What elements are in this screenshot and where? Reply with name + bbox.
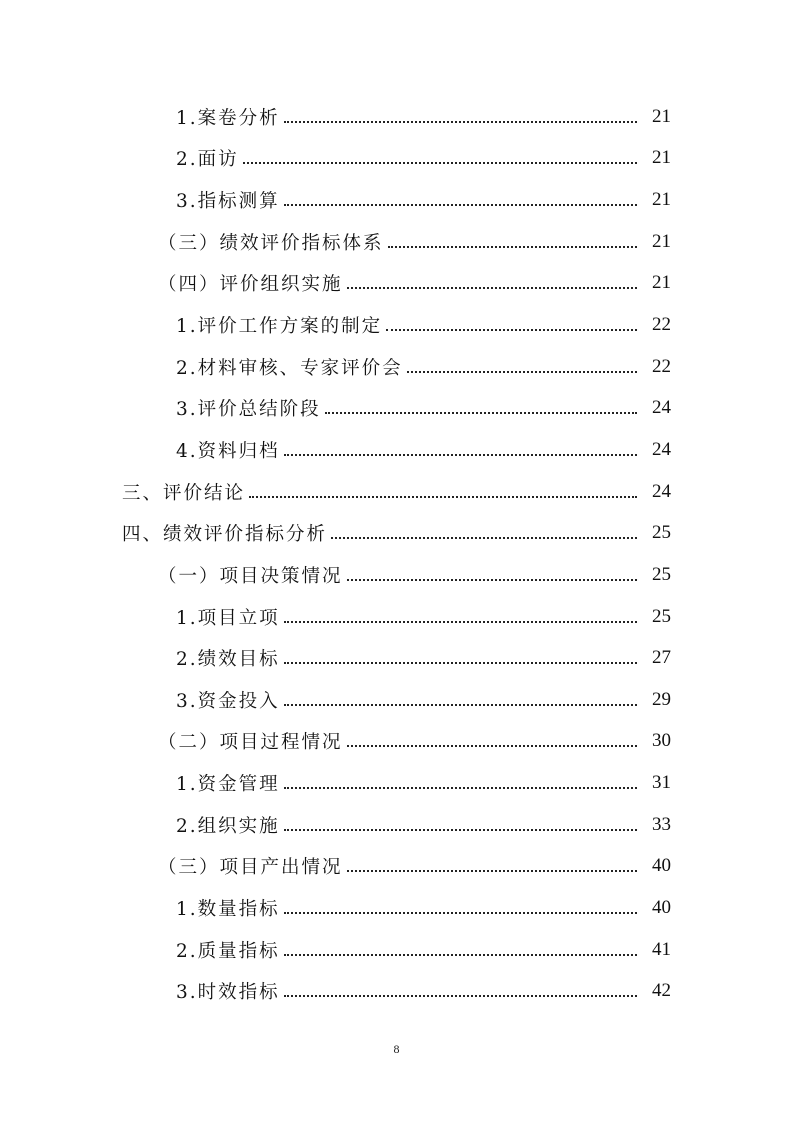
toc-entry-title: 1.资金管理 — [176, 774, 280, 796]
toc-entry[interactable] — [0, 887, 793, 929]
toc-entry[interactable] — [0, 471, 793, 513]
toc-dot-leader — [347, 870, 637, 872]
toc-dot-leader — [284, 829, 637, 831]
toc-dot-leader — [284, 787, 637, 789]
toc-entry[interactable] — [0, 846, 793, 888]
toc-entry[interactable] — [0, 721, 793, 763]
toc-dot-leader — [284, 704, 637, 706]
toc-dot-leader — [284, 954, 637, 956]
toc-entry-page: 41 — [652, 938, 671, 960]
toc-dot-leader — [249, 496, 637, 498]
toc-entry-page: 40 — [652, 855, 671, 877]
toc-dot-leader — [284, 454, 637, 456]
toc-entry-title: 1.数量指标 — [176, 898, 280, 920]
toc-entry-page: 24 — [652, 438, 671, 460]
toc-entry-title: （三）项目产出情况 — [158, 857, 343, 879]
toc-dot-leader — [347, 745, 637, 747]
toc-entry[interactable] — [0, 679, 793, 721]
toc-entry-title: 2.质量指标 — [176, 940, 280, 962]
toc-dot-leader — [347, 579, 637, 581]
toc-entry-page: 42 — [652, 980, 671, 1002]
toc-dot-leader — [284, 995, 637, 997]
toc-entry-title: （三）绩效评价指标体系 — [158, 232, 384, 254]
toc-dot-leader — [284, 621, 637, 623]
toc-entry-title: （二）项目过程情况 — [158, 732, 343, 754]
toc-entry[interactable] — [0, 179, 793, 221]
toc-entry-page: 29 — [652, 688, 671, 710]
toc-entry[interactable] — [0, 596, 793, 638]
toc-entry-page: 21 — [652, 272, 671, 294]
toc-entry-title: 2.材料审核、专家评价会 — [176, 357, 403, 379]
toc-entry-title: 1.评价工作方案的制定 — [176, 316, 383, 338]
toc-entry-title: 3.评价总结阶段 — [176, 399, 321, 421]
toc-entry-title: 1.案卷分析 — [176, 107, 280, 129]
toc-entry-page: 33 — [652, 813, 671, 835]
toc-dot-leader — [243, 162, 637, 164]
toc-entry[interactable] — [0, 512, 793, 554]
toc-entry[interactable] — [0, 387, 793, 429]
toc-entry-page: 21 — [652, 230, 671, 252]
toc-entry[interactable] — [0, 637, 793, 679]
toc-entry[interactable] — [0, 970, 793, 1012]
toc-dot-leader — [386, 329, 637, 331]
toc-entry-page: 25 — [652, 605, 671, 627]
toc-entry-title: 1.项目立项 — [176, 607, 280, 629]
toc-entry-page: 25 — [652, 522, 671, 544]
toc-entry-page: 30 — [652, 730, 671, 752]
toc-dot-leader — [325, 412, 637, 414]
toc-dot-leader — [284, 912, 637, 914]
toc-entry[interactable] — [0, 304, 793, 346]
toc-dot-leader — [347, 287, 637, 289]
toc-entry[interactable] — [0, 263, 793, 305]
toc-entry-title: （四）评价组织实施 — [158, 274, 343, 296]
toc-entry[interactable] — [0, 346, 793, 388]
toc-entry-title: 4.资料归档 — [176, 440, 280, 462]
toc-entry-page: 31 — [652, 772, 671, 794]
toc-entry-title: （一）项目决策情况 — [158, 565, 343, 587]
toc-dot-leader — [388, 246, 637, 248]
toc-entry-page: 27 — [652, 647, 671, 669]
toc-entry-title: 三、评价结论 — [122, 482, 246, 504]
toc-entry-page: 21 — [652, 105, 671, 127]
toc-entry-title: 3.时效指标 — [176, 982, 280, 1004]
toc-dot-leader — [407, 371, 637, 373]
toc-entry-page: 21 — [652, 147, 671, 169]
toc-dot-leader — [331, 537, 637, 539]
toc-dot-leader — [284, 204, 637, 206]
toc-dot-leader — [284, 121, 637, 123]
page-number: 8 — [393, 1042, 400, 1056]
toc-entry[interactable] — [0, 804, 793, 846]
toc-entry-page: 40 — [652, 896, 671, 918]
toc-entry[interactable] — [0, 221, 793, 263]
toc-entry-title: 3.指标测算 — [176, 191, 280, 213]
toc-entry-title: 四、绩效评价指标分析 — [122, 524, 328, 546]
toc-entry[interactable] — [0, 762, 793, 804]
toc-entry-page: 22 — [652, 314, 671, 336]
toc-dot-leader — [284, 662, 637, 664]
toc-entry[interactable] — [0, 429, 793, 471]
toc-entry[interactable] — [0, 554, 793, 596]
toc-entry[interactable] — [0, 929, 793, 971]
toc-entry[interactable] — [0, 96, 793, 138]
toc-entry-page: 24 — [652, 397, 671, 419]
toc-entry-title: 2.绩效目标 — [176, 649, 280, 671]
toc-entry-title: 3.资金投入 — [176, 690, 280, 712]
toc-entry[interactable] — [0, 138, 793, 180]
table-of-contents — [0, 96, 793, 1012]
toc-entry-page: 21 — [652, 189, 671, 211]
toc-entry-title: 2.组织实施 — [176, 815, 280, 837]
toc-entry-page: 25 — [652, 563, 671, 585]
toc-entry-page: 24 — [652, 480, 671, 502]
toc-entry-page: 22 — [652, 355, 671, 377]
toc-entry-title: 2.面访 — [176, 149, 239, 171]
